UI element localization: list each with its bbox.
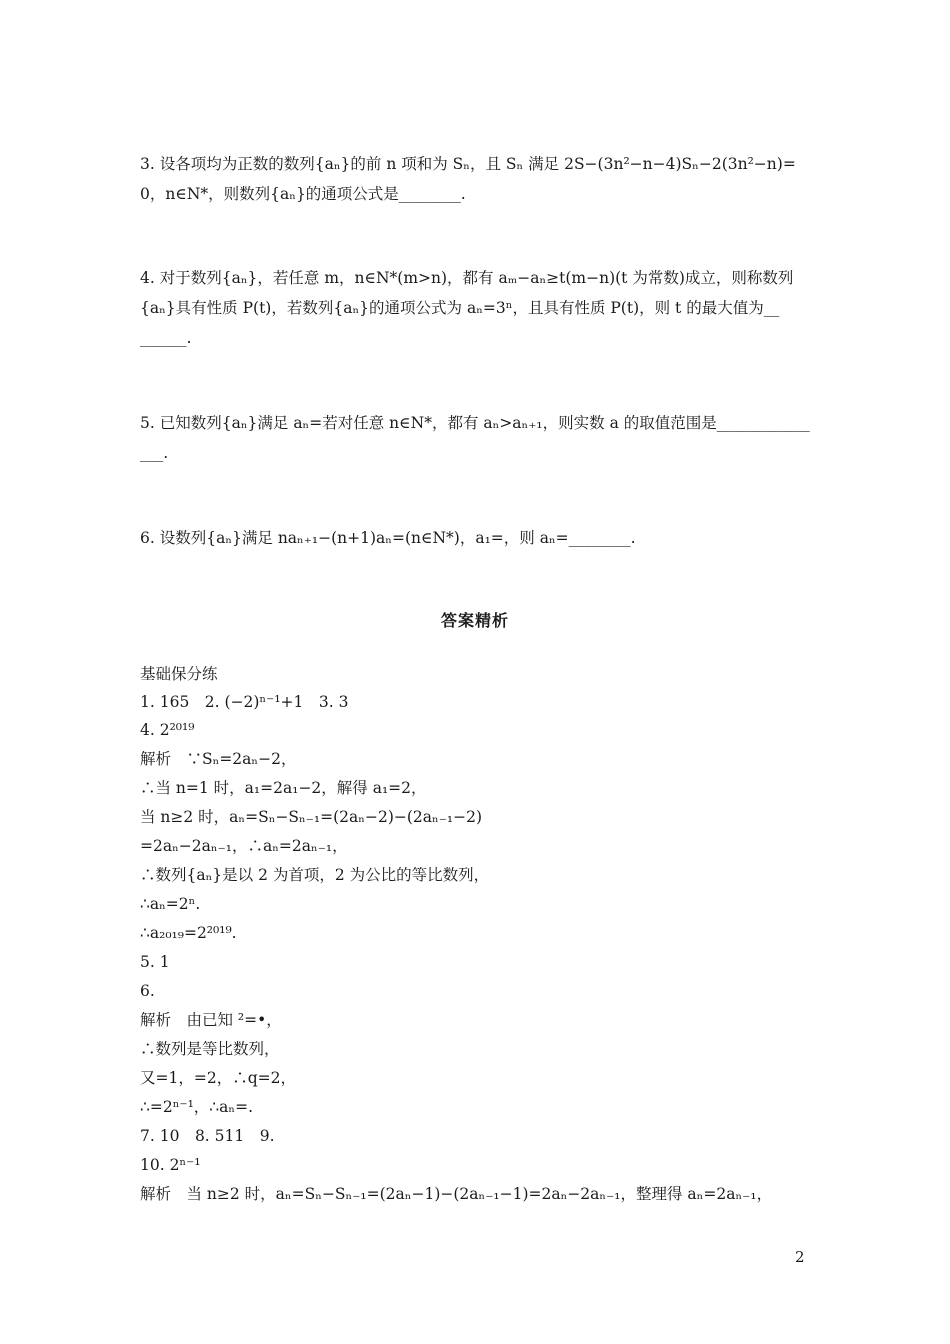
problem-5-line-1: 5. 已知数列{aₙ}满足 aₙ=若对任意 n∈N*，都有 aₙ>aₙ₊₁，则实数 a 的取值范围是____________ (140, 414, 810, 432)
problem-5-line-2: ___. (140, 444, 169, 462)
problem-3-line-1: 3. 设各项均为正数的数列{aₙ}的前 n 项和为 Sₙ，且 Sₙ 满足 2S−(3n²−n−4)Sₙ−2(3n²−n)= (140, 155, 796, 173)
answer-line: 7. 10 8. 511 9. (140, 1127, 275, 1145)
problem-4-line-3: ______. (140, 329, 192, 347)
answer-line: ∴数列{aₙ}是以 2 为首项，2 为公比的等比数列， (140, 866, 490, 884)
answer-line: 当 n≥2 时，aₙ=Sₙ−Sₙ₋₁=(2aₙ−2)−(2aₙ₋₁−2) (140, 808, 483, 826)
answer-line: ∴数列是等比数列， (140, 1040, 280, 1058)
answer-line: 6. (140, 982, 155, 1000)
problem-6-line-1: 6. 设数列{aₙ}满足 naₙ₊₁−(n+1)aₙ=(n∈N*)，a₁=，则 aₙ=________. (140, 529, 636, 547)
answer-line: 基础保分练 (140, 665, 218, 683)
answer-line: ∴当 n=1 时，a₁=2a₁−2，解得 a₁=2， (140, 779, 427, 797)
answer-line: 1. 165 2. (−2)ⁿ⁻¹+1 3. 3 (140, 693, 349, 711)
answer-line: ∴aₙ=2ⁿ. (140, 895, 201, 913)
problem-4-line-2: {aₙ}具有性质 P(t)，若数列{aₙ}的通项公式为 aₙ=3ⁿ，且具有性质 P(t)，则 t 的最大值为__ (140, 299, 780, 317)
answer-line: ∴=2ⁿ⁻¹，∴aₙ=. (140, 1098, 254, 1116)
page-number: 2 (795, 1248, 805, 1266)
answer-line: 又=1，=2，∴q=2， (140, 1069, 296, 1087)
answer-line: =2aₙ−2aₙ₋₁，∴aₙ=2aₙ₋₁， (140, 837, 348, 855)
answer-line: ∴a₂₀₁₉=2²⁰¹⁹. (140, 924, 237, 942)
answer-line: 解析 ∵Sₙ=2aₙ−2， (140, 750, 297, 768)
problem-4-line-1: 4. 对于数列{aₙ}，若任意 m，n∈N*(m>n)，都有 aₘ−aₙ≥t(m−n)(t 为常数)成立，则称数列 (140, 269, 794, 287)
problem-3-line-2: 0，n∈N*，则数列{aₙ}的通项公式是________. (140, 185, 466, 203)
answer-line: 10. 2ⁿ⁻¹ (140, 1156, 201, 1174)
answer-line: 解析 当 n≥2 时，aₙ=Sₙ−Sₙ₋₁=(2aₙ−1)−(2aₙ₋₁−1)=2aₙ−2aₙ₋₁，整理得 aₙ=2aₙ₋₁， (140, 1185, 773, 1203)
answer-heading: 答案精析 (440, 611, 509, 630)
answer-line: 4. 2²⁰¹⁹ (140, 721, 195, 739)
answer-line: 5. 1 (140, 953, 170, 971)
answer-line: 解析 由已知 ²=•， (140, 1011, 282, 1029)
